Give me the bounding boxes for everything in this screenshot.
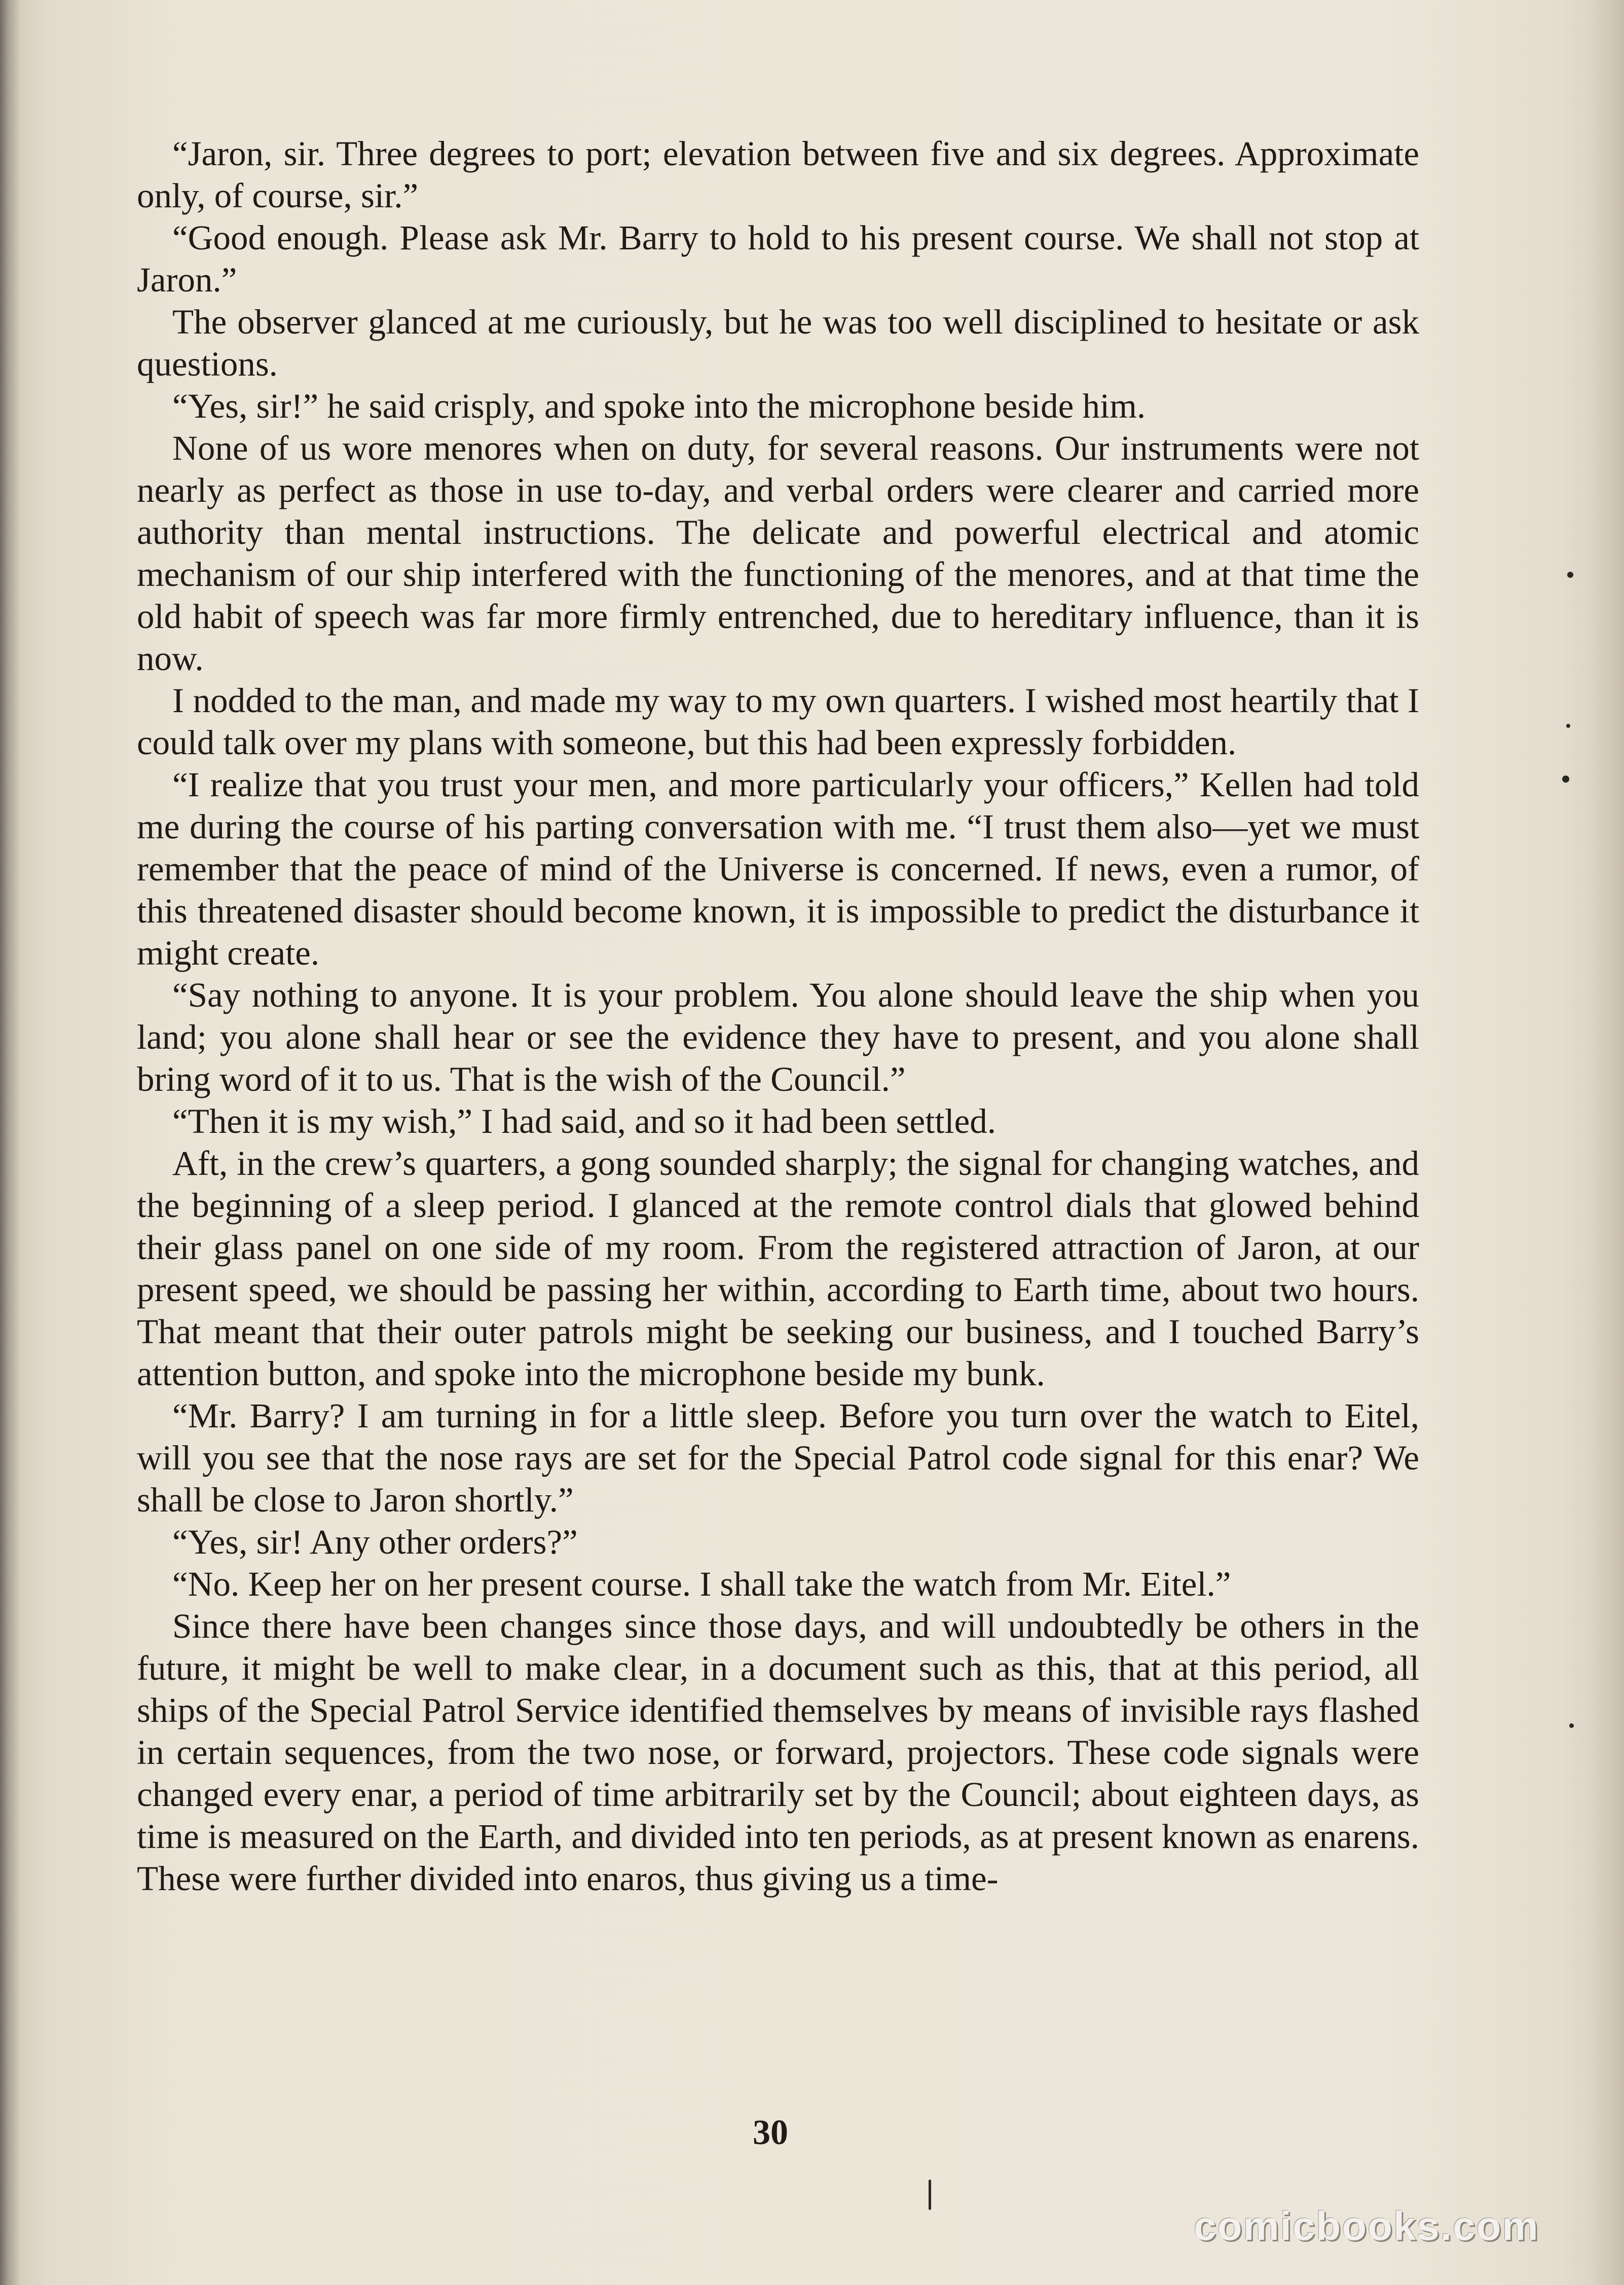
paragraph: “Mr. Barry? I am turning in for a little sleep. Before you turn over the watch to Eitel, will you see that the nose rays are set for the Special Patrol code signal for this enar? We shall be close to Jaron shortly.”: [137, 1396, 1419, 1519]
spine-shadow: [0, 0, 20, 2285]
page-edge: [1589, 0, 1624, 2285]
paragraph: “Then it is my wish,” I had said, and so it had been settled.: [172, 1102, 996, 1140]
paragraph: “Say nothing to anyone. It is your problem. You alone should leave the ship when you land; you alone shall hear or see the evidence they have to present, and you alone shall bring word of it to us. That is the wish of the Council.”: [137, 976, 1419, 1098]
ink-speck: [1566, 724, 1570, 728]
ink-speck: [1562, 776, 1569, 783]
paragraph: I nodded to the man, and made my way to my own quarters. I wished most heartily that I could talk over my plans with someone, but this had been expressly forbidden.: [137, 681, 1419, 762]
paragraph: Since there have been changes since those days, and will undoubtedly be others in the future, it might be well to make clear, in a document such as this, that at this period, all ships of the Special Patrol Service identified themselves by means of invisible rays flashed in certain sequences, from the two nose, or forward, projectors. These code signals were changed every enar, a period of time arbitrarily set by the Council; about eighteen days, as time is measured on the Earth, and divided into ten periods, as at present known as enarens. These were further divided into enaros, thus giving us a time-: [137, 1607, 1419, 1898]
paragraph: The observer glanced at me curiously, but he was too well disciplined to hesitate or ask questions.: [137, 303, 1419, 383]
ink-speck: [1567, 572, 1573, 578]
paragraph: “Good enough. Please ask Mr. Barry to hold to his present course. We shall not stop at Jaron.”: [137, 218, 1419, 299]
paragraph: “Jaron, sir. Three degrees to port; elevation between five and six degrees. Approximate only, of course, sir.”: [137, 134, 1419, 215]
ink-speck: [929, 2180, 931, 2210]
paragraph: Aft, in the crew’s quarters, a gong sounded sharply; the signal for changing watches, and the beginning of a sleep period. I glanced at the remote control dials that glowed behind their glass panel on one side of my room. From the registered attraction of Jaron, at our present speed, we should be passing her within, according to Earth time, about two hours. That meant that their outer patrols might be seeking our business, and I touched Barry’s attention button, and spoke into the microphone beside my bunk.: [137, 1144, 1419, 1393]
body-text: [137, 133, 1419, 1900]
paragraph: “Yes, sir!” he said crisply, and spoke into the microphone beside him.: [172, 387, 1146, 425]
ink-speck: [1569, 1723, 1574, 1728]
paragraph: “No. Keep her on her present course. I shall take the watch from Mr. Eitel.”: [172, 1565, 1231, 1603]
site-watermark: comicbooks.com: [1194, 2203, 1539, 2249]
paragraph: “Yes, sir! Any other orders?”: [172, 1523, 578, 1561]
page-number: 30: [753, 2113, 788, 2152]
paragraph: None of us wore menores when on duty, for several reasons. Our instruments were not nearly as perfect as those in use to-day, and verbal orders were clearer and carried more authority than mental instructions. The delicate and powerful electrical and atomic mechanism of our ship interfered with the functioning of the menores, and at that time the old habit of speech was far more firmly entrenched, due to hereditary influence, than it is now.: [137, 429, 1419, 678]
paragraph: “I realize that you trust your men, and more particularly your officers,” Kellen had told me during the course of his parting conversation with me. “I trust them also—yet we must remember that the peace of mind of the Universe is concerned. If news, even a rumor, of this threatened disaster should become known, it is impossible to predict the disturbance it might create.: [137, 765, 1419, 972]
